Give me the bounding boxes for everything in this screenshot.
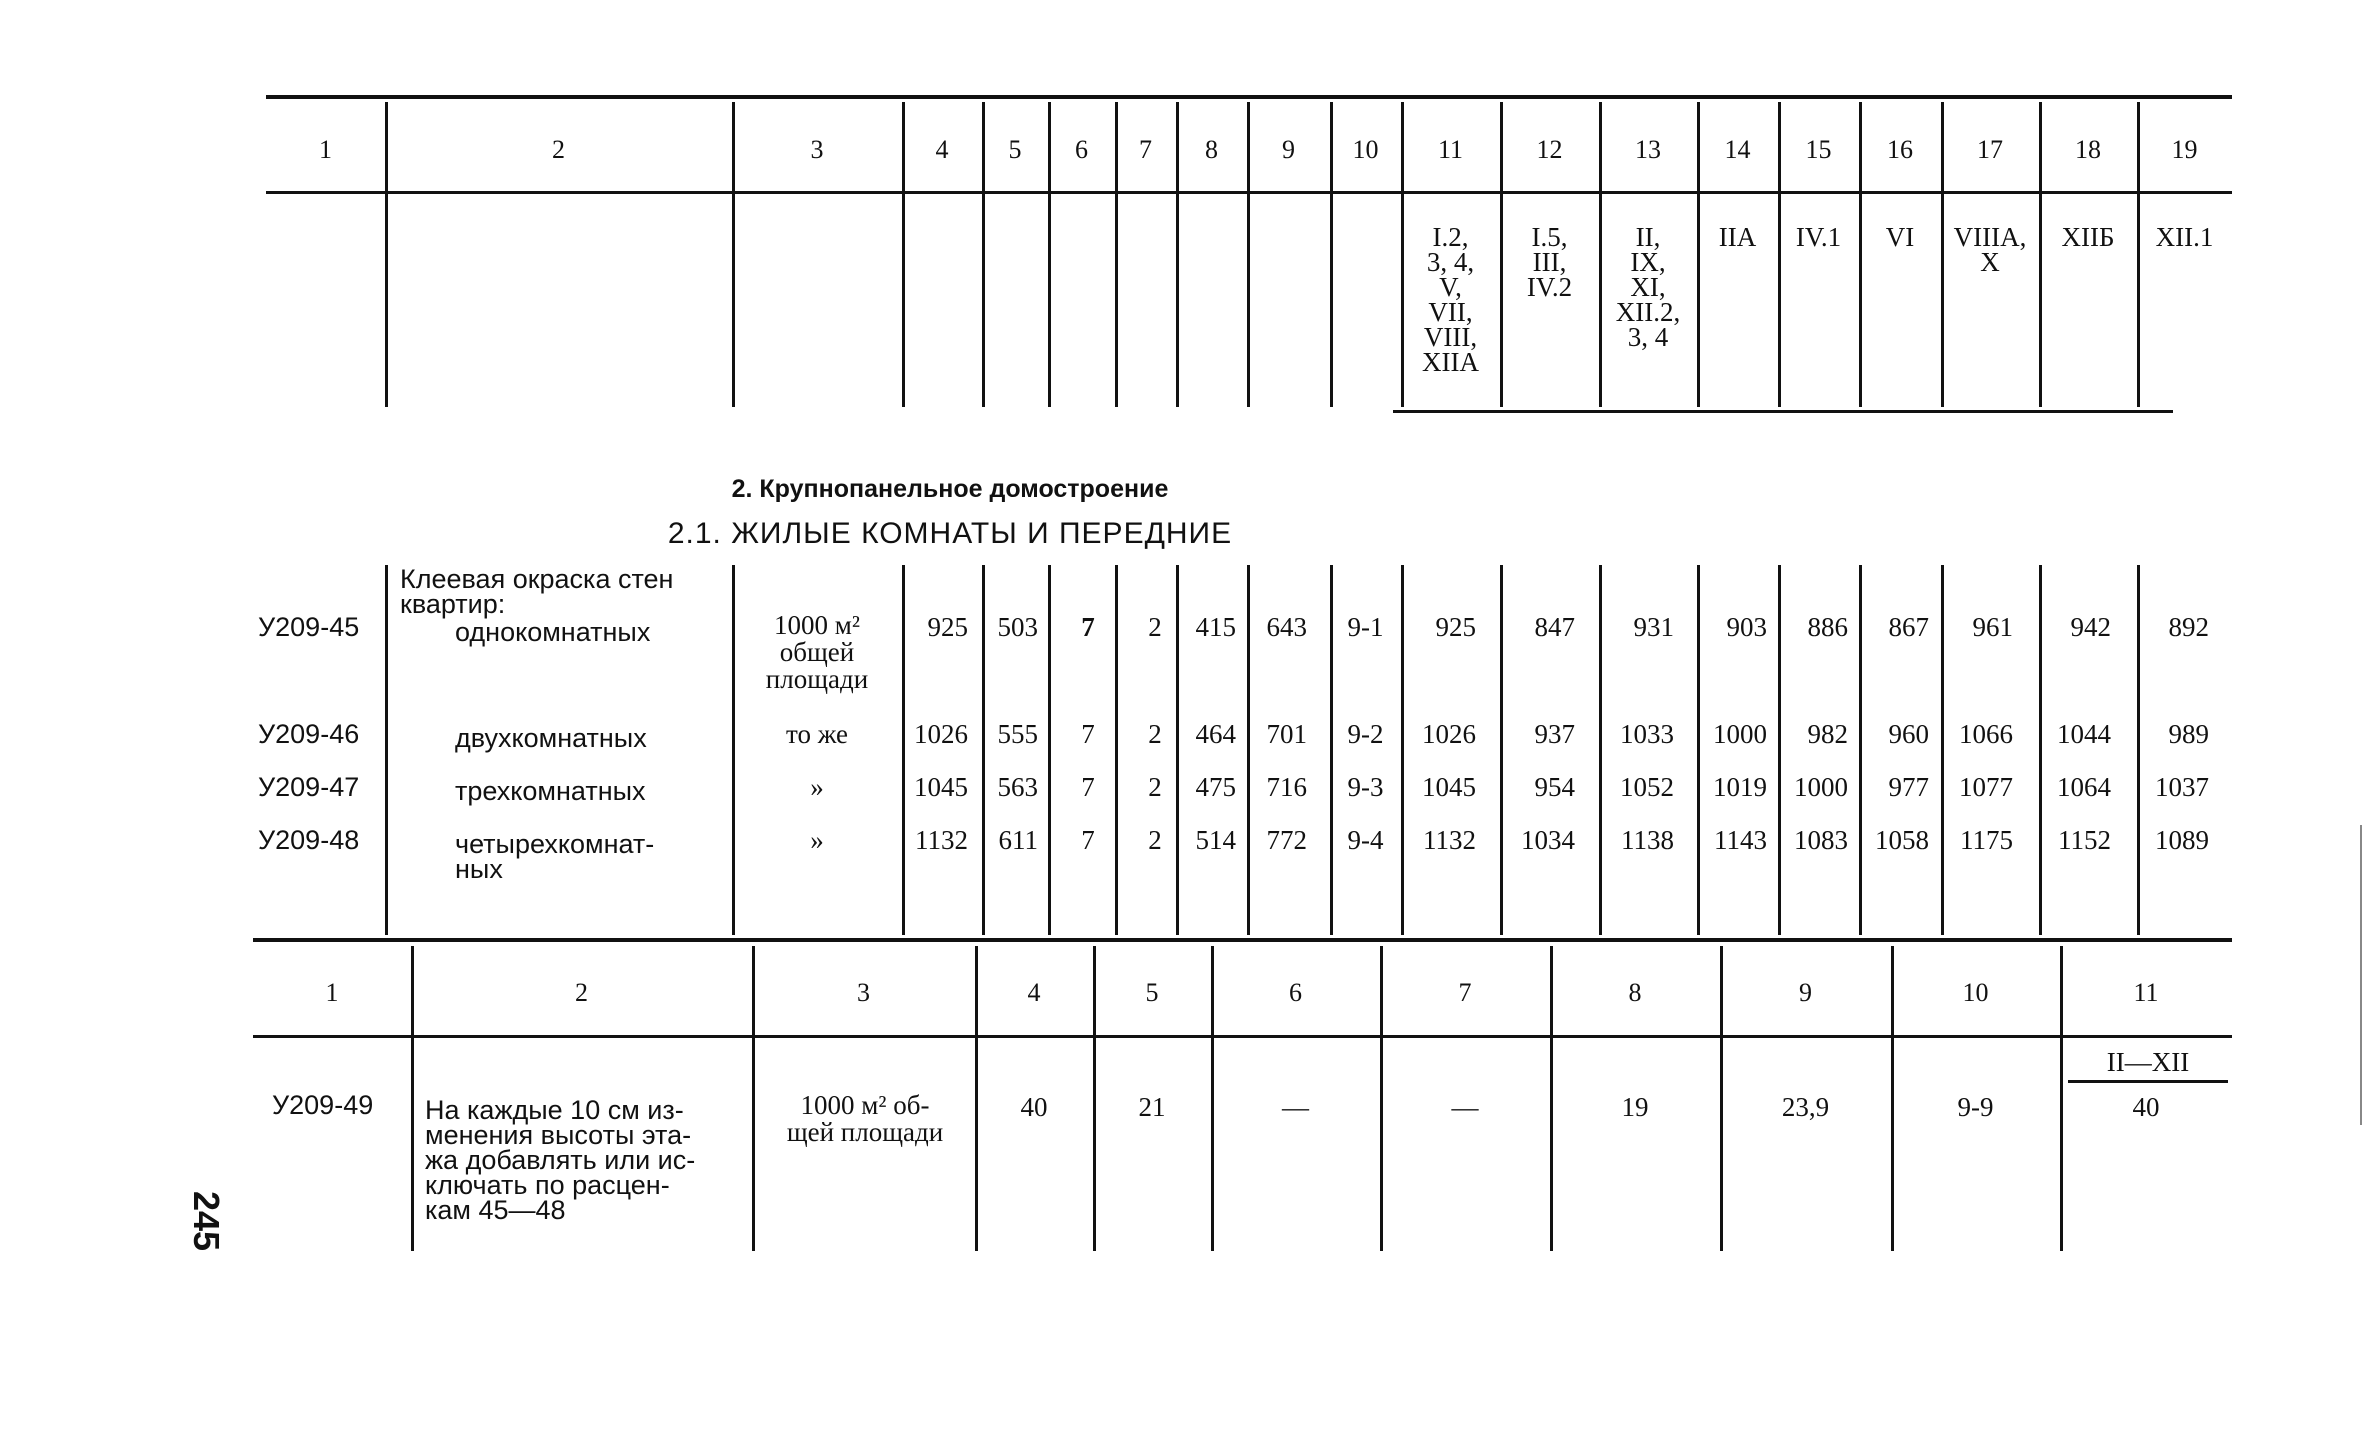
val-c5: 503 <box>997 612 1038 642</box>
val-c6: 7 <box>1081 612 1095 642</box>
group-header: Клеевая окраска стен квартир: <box>400 564 674 619</box>
val-c6: 7 <box>1081 825 1095 855</box>
col-header-6: 6 <box>1075 135 1088 164</box>
val-c15: 982 <box>1807 719 1848 749</box>
val-c16: 977 <box>1888 772 1929 802</box>
col-header-19: 19 <box>2171 135 2198 164</box>
top-rule <box>266 95 2232 99</box>
val-c8: 514 <box>1195 825 1236 855</box>
row-code: У209-49 <box>272 1090 374 1120</box>
val-c4: 40 <box>1020 1092 1048 1122</box>
row-unit: то же <box>786 719 848 749</box>
val-c11: 1026 <box>1422 719 1476 749</box>
val-c5: 611 <box>998 825 1038 855</box>
val-c12: 847 <box>1534 612 1575 642</box>
bottom-col-header-5: 5 <box>1145 978 1159 1007</box>
val-c4: 1132 <box>915 825 968 855</box>
val-c15: 1083 <box>1794 825 1848 855</box>
val-c4: 1045 <box>914 772 968 802</box>
col-header-10: 10 <box>1352 135 1379 164</box>
val-c10: 9-2 <box>1347 719 1384 749</box>
row-unit: 1000 м² общей площади <box>765 610 869 694</box>
val-c8: 464 <box>1195 719 1236 749</box>
val-c16: 960 <box>1888 719 1929 749</box>
bottom-col-header-7: 7 <box>1458 978 1472 1007</box>
bottom-col-header-11: 11 <box>2133 978 2159 1007</box>
val-c13: 1138 <box>1621 825 1674 855</box>
val-c14: 1143 <box>1714 825 1767 855</box>
val-c16: 867 <box>1888 612 1929 642</box>
val-c10: 9-3 <box>1347 772 1384 802</box>
zone-cell-11: I.2, 3, 4, V, VII, VIII, XIIA <box>1422 222 1479 377</box>
val-c15: 886 <box>1807 612 1848 642</box>
val-c18: 1044 <box>2057 719 2111 749</box>
val-c8: 415 <box>1195 612 1236 642</box>
val-c17: 1175 <box>1960 825 2013 855</box>
val-c12: 937 <box>1534 719 1575 749</box>
val-c7: 2 <box>1148 825 1162 855</box>
zone-cell-17: VIIIA, X <box>1953 222 2027 277</box>
val-c19: 989 <box>2168 719 2209 749</box>
val-c19: 1089 <box>2155 825 2209 855</box>
val-c7: 2 <box>1148 719 1162 749</box>
val-c9: 772 <box>1266 825 1307 855</box>
val-c17: 1066 <box>1959 719 2013 749</box>
zone-cell-14: IIA <box>1718 222 1757 252</box>
col-header-14: 14 <box>1724 135 1751 164</box>
col-header-3: 3 <box>810 135 824 164</box>
val-c16: 1058 <box>1875 825 1929 855</box>
val-c14: 1000 <box>1713 719 1767 749</box>
zone-cell-19: XII.1 <box>2155 222 2214 252</box>
val-c18: 1152 <box>2058 825 2111 855</box>
row-desc: однокомнатных <box>455 617 651 647</box>
zone-cell-15: IV.1 <box>1795 222 1842 252</box>
val-c17: 961 <box>1972 612 2013 642</box>
val-c9: 716 <box>1266 772 1307 802</box>
row-code: У209-48 <box>258 825 360 855</box>
val-c11: 1045 <box>1422 772 1476 802</box>
zone-bottom-rule <box>1393 410 2173 413</box>
col-header-1: 1 <box>319 135 332 164</box>
bottom-col-header-10: 10 <box>1962 978 1989 1007</box>
zone-cell-18: XIIБ <box>2061 222 2115 252</box>
section-title: 2. Крупнопанельное домостроение <box>731 475 1169 503</box>
val-c6: 7 <box>1081 772 1095 802</box>
col-header-4: 4 <box>935 135 949 164</box>
page-number: 245 <box>186 1190 228 1252</box>
zone-cell-13: II, IX, XI, XII.2, 3, 4 <box>1615 222 1681 352</box>
val-c15: 1000 <box>1794 772 1848 802</box>
val-c9: 23,9 <box>1781 1092 1830 1122</box>
val-c7: — <box>1451 1092 1479 1122</box>
zone-cell-12: I.5, III, IV.2 <box>1526 222 1573 302</box>
col-header-13: 13 <box>1635 135 1661 164</box>
val-c19: 892 <box>2168 612 2209 642</box>
bottom-col-header-4: 4 <box>1027 978 1041 1007</box>
col-header-12: 12 <box>1536 135 1563 164</box>
val-c8: 475 <box>1195 772 1236 802</box>
col-header-9: 9 <box>1282 135 1295 164</box>
margin-mark <box>2360 825 2362 1125</box>
val-c13: 931 <box>1633 612 1674 642</box>
row-unit: 1000 м² об- щей площади <box>786 1090 944 1147</box>
val-c13: 1052 <box>1620 772 1674 802</box>
val-c4: 925 <box>927 612 968 642</box>
val-c11: 925 <box>1435 612 1476 642</box>
bottom-col-header-3: 3 <box>857 978 870 1007</box>
val-c11: 40 <box>2132 1092 2160 1122</box>
col-header-17: 17 <box>1977 135 2003 164</box>
bottom-col-header-8: 8 <box>1628 978 1642 1007</box>
val-c14: 1019 <box>1713 772 1767 802</box>
row-unit: » <box>810 825 824 855</box>
val-c7: 2 <box>1148 612 1162 642</box>
val-c10: 9-1 <box>1347 612 1384 642</box>
zone-cell-16: VI <box>1885 222 1915 252</box>
val-c10: 9-9 <box>1957 1092 1994 1122</box>
val-c9: 643 <box>1266 612 1307 642</box>
row-code: У209-47 <box>258 772 360 802</box>
bottom-col-header-1: 1 <box>325 978 339 1007</box>
bottom-top-rule <box>253 938 2232 942</box>
val-c12: 1034 <box>1521 825 1575 855</box>
val-c7: 2 <box>1148 772 1162 802</box>
row-code: У209-46 <box>258 719 360 749</box>
col-header-2: 2 <box>552 135 565 164</box>
val-c9: 701 <box>1266 719 1307 749</box>
row-desc: двухкомнатных <box>455 723 647 753</box>
bottom-col-header-2: 2 <box>575 978 588 1007</box>
val-c13: 1033 <box>1620 719 1674 749</box>
val-c18: 1064 <box>2057 772 2111 802</box>
row-desc: На каждые 10 см из- менения высоты эта- жа добавлять или ис- ключать по расцен- кам 45—48 <box>425 1095 696 1225</box>
val-c5: 555 <box>997 719 1038 749</box>
zone-underline <box>2068 1080 2228 1083</box>
val-c10: 9-4 <box>1347 825 1384 855</box>
col-header-15: 15 <box>1805 135 1832 164</box>
bottom-header-rule <box>253 1035 2232 1038</box>
col-header-7: 7 <box>1139 135 1152 164</box>
val-c14: 903 <box>1726 612 1767 642</box>
col-header-18: 18 <box>2075 135 2101 164</box>
val-c8: 19 <box>1621 1092 1649 1122</box>
bottom-col-header-9: 9 <box>1799 978 1812 1007</box>
row-unit: » <box>810 772 824 802</box>
val-c12: 954 <box>1534 772 1575 802</box>
val-c18: 942 <box>2070 612 2111 642</box>
col-header-5: 5 <box>1008 135 1022 164</box>
row-desc: трехкомнатных <box>455 776 646 806</box>
col-header-11: 11 <box>1437 135 1464 164</box>
val-c17: 1077 <box>1959 772 2013 802</box>
val-c4: 1026 <box>914 719 968 749</box>
col-header-16: 16 <box>1887 135 1913 164</box>
val-c6: — <box>1282 1092 1309 1122</box>
val-c5: 21 <box>1138 1092 1166 1122</box>
col-header-8: 8 <box>1205 135 1218 164</box>
row-desc: четырехкомнат- ных <box>455 829 655 884</box>
val-c5: 563 <box>997 772 1038 802</box>
row-code: У209-45 <box>258 612 360 642</box>
section-subtitle: 2.1. ЖИЛЫЕ КОМНАТЫ И ПЕРЕДНИЕ <box>667 517 1233 550</box>
zone-header: II—XII <box>2106 1047 2190 1077</box>
val-c6: 7 <box>1081 719 1095 749</box>
bottom-col-header-6: 6 <box>1289 978 1302 1007</box>
val-c11: 1132 <box>1423 825 1476 855</box>
val-c19: 1037 <box>2155 772 2209 802</box>
